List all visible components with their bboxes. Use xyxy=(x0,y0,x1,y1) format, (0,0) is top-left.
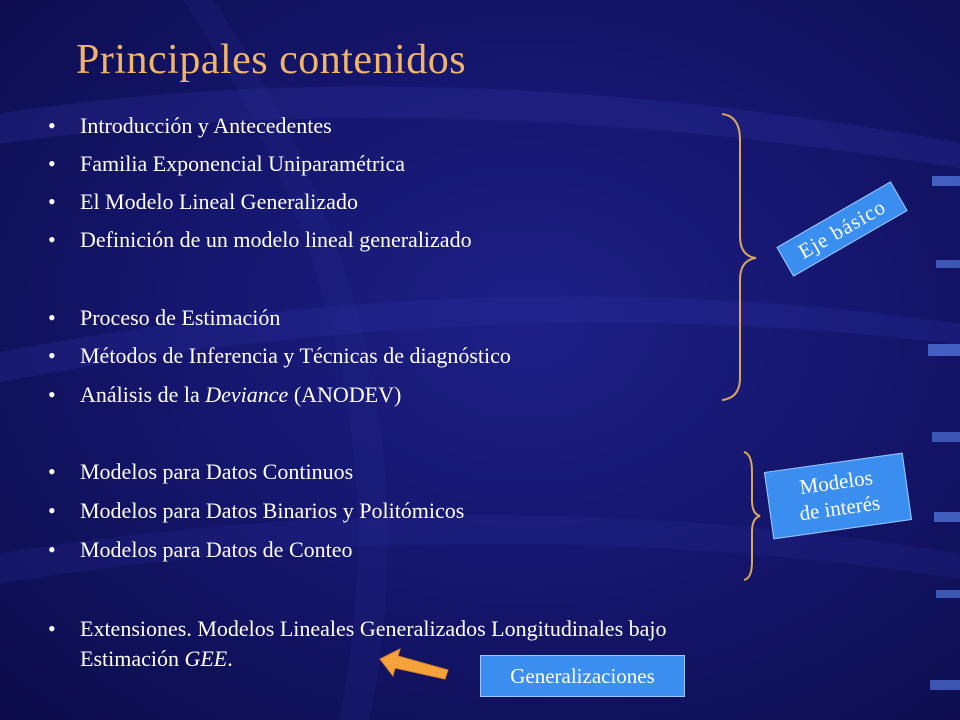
deviance-italic: Deviance xyxy=(205,382,289,407)
bullet-dot: • xyxy=(48,151,56,176)
modelos-label-line2: de interés xyxy=(797,490,882,526)
bullet-dot: • xyxy=(48,382,56,407)
bullet-text: Modelos para Datos Continuos xyxy=(80,459,354,484)
bullet-dot: • xyxy=(48,227,56,252)
bullet-text: Métodos de Inferencia y Técnicas de diagnóstico xyxy=(80,343,511,368)
bullet-text: Modelos para Datos de Conteo xyxy=(80,537,353,562)
extensions-line1: Extensiones. Modelos Lineales Generalizados Longitudinales bajo xyxy=(80,616,667,641)
bullet-text: Modelos para Datos Binarios y Politómicos xyxy=(80,498,465,523)
deviance-prefix: Análisis de la xyxy=(80,382,206,407)
slide-title: Principales contenidos xyxy=(76,37,467,83)
bullet-text: Definición de un modelo lineal generalizado xyxy=(80,227,472,252)
extensions-line2-prefix: Estimación xyxy=(80,646,185,671)
left-arrow-icon xyxy=(378,646,450,680)
bullet-dot: • xyxy=(48,113,56,138)
bullet-text: El Modelo Lineal Generalizado xyxy=(80,189,358,214)
bullet-text: Familia Exponencial Uniparamétrica xyxy=(80,151,405,176)
extensions-line2-suffix: . xyxy=(227,646,233,671)
modelos-label-line1: Modelos xyxy=(797,465,875,500)
bullet-dot: • xyxy=(48,305,56,330)
bullet-dot: • xyxy=(48,616,56,641)
curly-brace-eje xyxy=(722,114,756,400)
bullet-dot: • xyxy=(48,343,56,368)
eje-basico-label: Eje básico xyxy=(776,181,907,276)
bullet-dot: • xyxy=(48,537,56,562)
bullet-dot: • xyxy=(48,498,56,523)
deviance-suffix: (ANODEV) xyxy=(288,382,402,407)
curly-brace-modelos xyxy=(744,452,760,580)
bullet-text: Proceso de Estimación xyxy=(80,305,281,330)
extensions-line2-italic: GEE xyxy=(184,646,228,671)
bullet-dot: • xyxy=(48,459,56,484)
bullet-dot: • xyxy=(48,189,56,214)
bullet-text: Introducción y Antecedentes xyxy=(80,113,332,138)
generalizaciones-label: Generalizaciones xyxy=(480,655,685,697)
